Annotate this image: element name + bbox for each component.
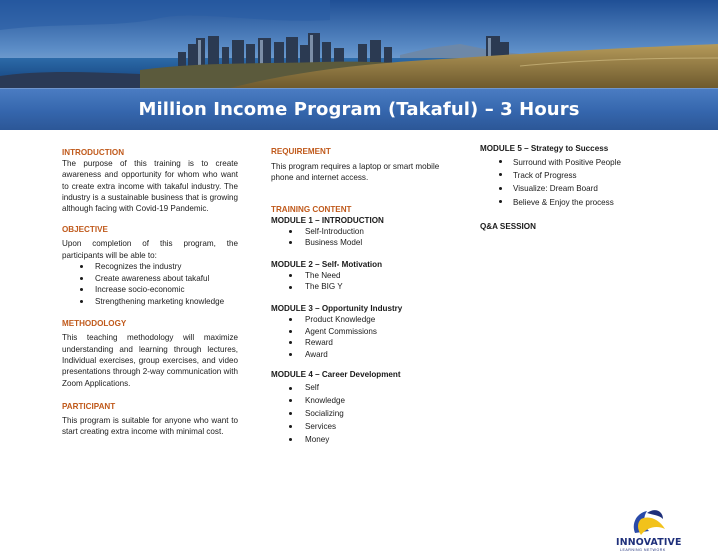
module-3-title: MODULE 3 – Opportunity Industry [271,303,403,313]
requirement-heading: REQUIREMENT [271,147,331,156]
list-item: Award [271,349,461,361]
objective-heading: OBJECTIVE [62,225,108,235]
module-4-list [271,382,461,446]
module-2-list [271,270,461,293]
list-item: Increase socio-economic [62,284,238,296]
requirement-text: This program requires a laptop or smart mobile phone and internet access. [271,162,440,183]
objective-list [62,261,238,307]
header-banner-image [0,0,718,88]
left-column [62,130,238,438]
list-item: Self-Introduction [271,226,461,238]
right-column [480,130,660,232]
list-item: Knowledge [271,395,461,408]
logo-tagline: LEARNING NETWORK [620,548,666,552]
module-3-list [271,314,461,360]
list-item: Surround with Positive People [480,156,660,169]
objective-text: Upon completion of this program, the participants will be able to: [62,239,238,260]
module-4-title: MODULE 4 – Career Development [271,370,401,380]
introduction-heading: INTRODUCTION [62,148,125,157]
list-item: Agent Commissions [271,326,461,338]
title-bar [0,88,718,130]
module-2-title: MODULE 2 – Self- Motivation [271,259,383,269]
list-item: Visualize: Dream Board [480,182,660,195]
list-item: The BIG Y [271,281,461,293]
middle-column [271,130,461,446]
participant-heading: PARTICIPANT [62,401,116,411]
list-item: Self [271,382,461,395]
list-item: Services [271,421,461,434]
module-5-title: MODULE 5 – Strategy to Success [480,144,609,153]
page-title: Million Income Program (Takaful) – 3 Hours [138,99,580,120]
list-item: Reward [271,337,461,349]
participant-text: This program is suitable for anyone who want to start creating extra income with minimal cost. [62,415,238,437]
list-item: Socializing [271,408,461,421]
module-1-list [271,226,461,249]
list-item: Strengthening marketing knowledge [62,296,238,308]
qa-session-label: Q&A SESSION [480,221,536,231]
list-item: Track of Progress [480,169,660,182]
list-item: Money [271,434,461,447]
list-item: Business Model [271,237,461,249]
training-content-heading: TRAINING CONTENT [271,204,352,214]
methodology-text: This teaching methodology will maximize understanding and learning through lectures, Individual exercises, group exercises, and video presentations through 2-way communication with Zoom Applications. [62,333,238,388]
module-5-list [480,156,660,209]
introduction-text: The purpose of this training is to create awareness and opportunity for whom who want to create extra income with takaful industry. The industry is a sustainable business that is growing although facing with Covid-19 Pandemic. [62,159,238,214]
list-item: Create awareness about takaful [62,273,238,285]
logo-name: INNOVATIVE [616,537,682,548]
module-1-title: MODULE 1 – INTRODUCTION [271,215,384,225]
methodology-heading: METHODOLOGY [62,319,127,329]
list-item: Recognizes the industry [62,261,238,273]
list-item: Believe & Enjoy the process [480,196,660,209]
list-item: The Need [271,270,461,282]
list-item: Product Knowledge [271,314,461,326]
